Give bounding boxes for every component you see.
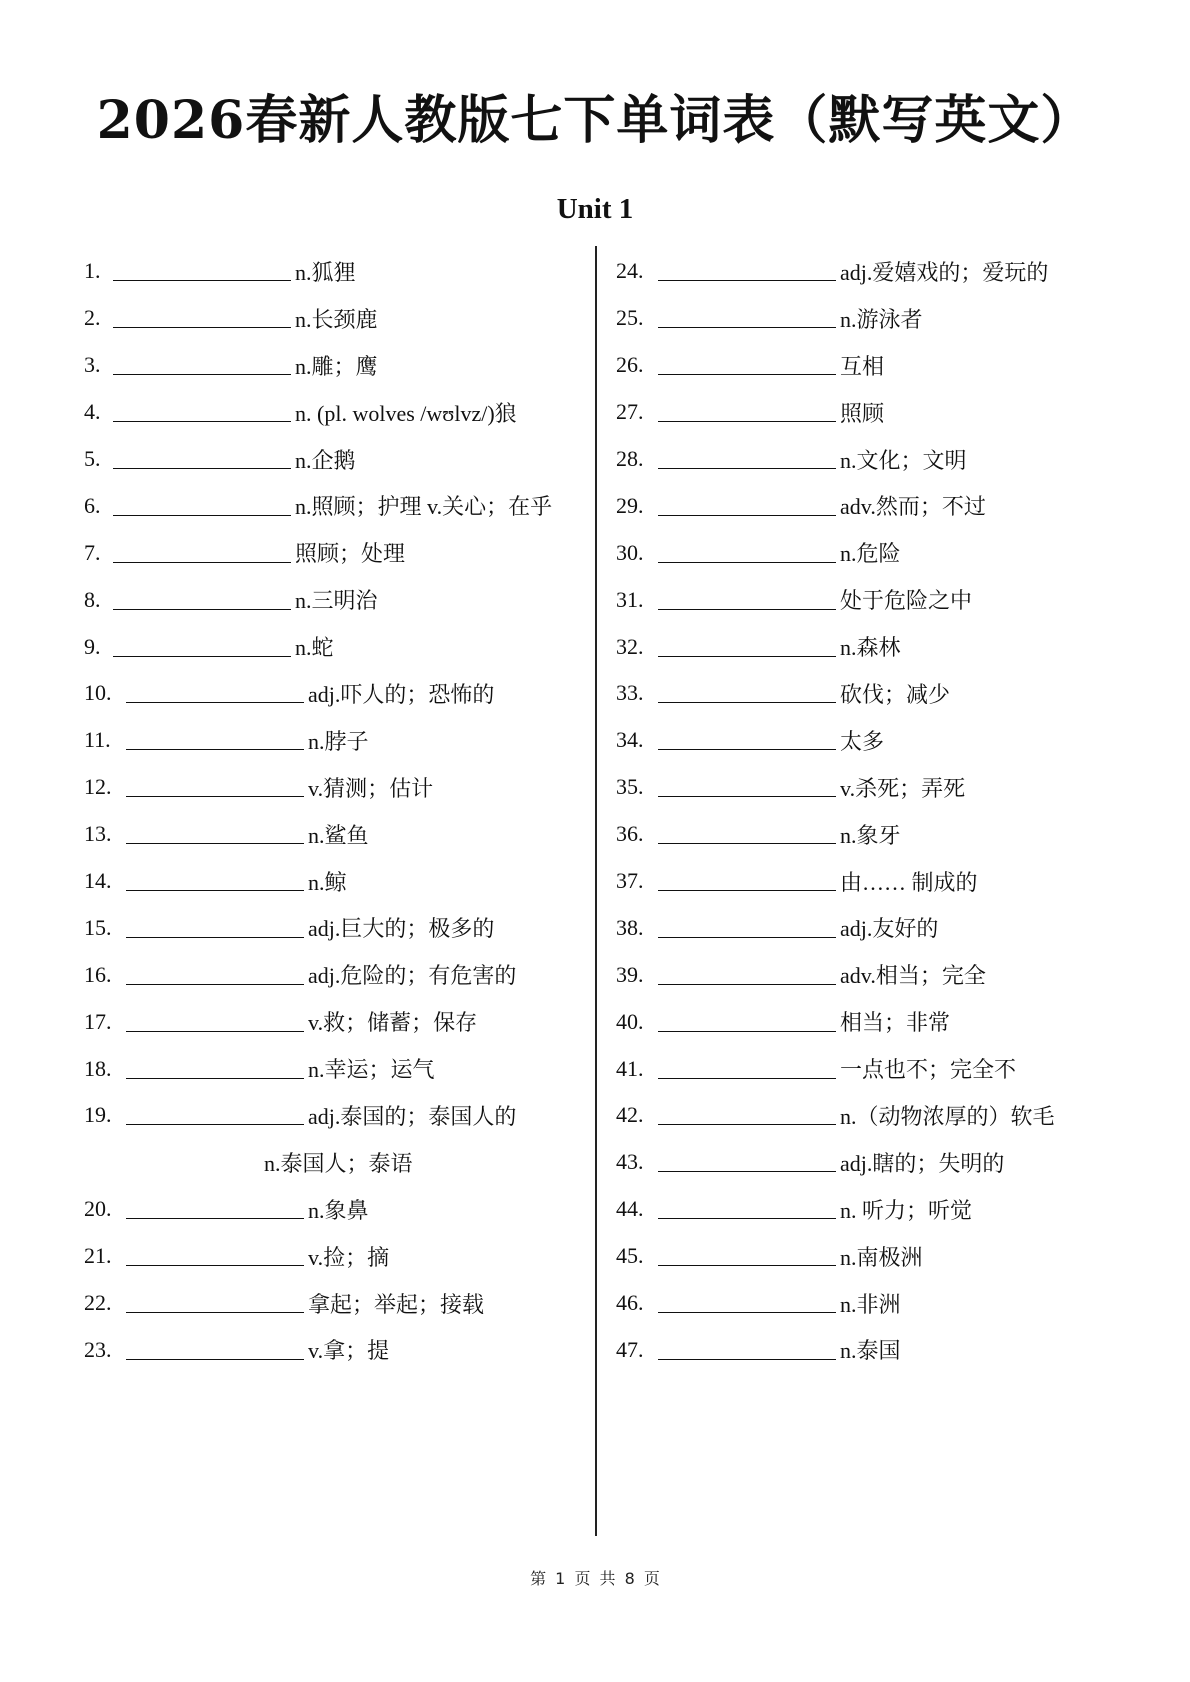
answer-blank[interactable] bbox=[658, 467, 836, 469]
vocab-meaning: v.猜测；估计 bbox=[308, 775, 434, 801]
vocab-row bbox=[84, 717, 574, 764]
vocab-number: 8. bbox=[84, 586, 101, 612]
answer-blank[interactable] bbox=[658, 1030, 836, 1032]
vocab-row bbox=[84, 998, 574, 1045]
answer-blank[interactable] bbox=[113, 655, 291, 657]
vocab-row bbox=[616, 529, 1086, 576]
vocab-meaning: n.泰国 bbox=[840, 1338, 901, 1364]
vocab-row bbox=[84, 342, 574, 389]
column-divider bbox=[595, 246, 597, 1536]
vocab-row bbox=[616, 389, 1086, 436]
vocab-number: 11. bbox=[84, 727, 111, 753]
vocab-meaning: n.鲨鱼 bbox=[308, 822, 369, 848]
vocab-number: 9. bbox=[84, 633, 101, 659]
answer-blank[interactable] bbox=[126, 1264, 304, 1266]
vocab-number: 24. bbox=[616, 258, 644, 284]
vocab-number: 33. bbox=[616, 680, 644, 706]
vocab-row bbox=[616, 811, 1086, 858]
vocab-row bbox=[84, 529, 574, 576]
answer-blank[interactable] bbox=[658, 1077, 836, 1079]
vocab-meaning: 砍伐；减少 bbox=[840, 681, 951, 707]
answer-blank[interactable] bbox=[126, 983, 304, 985]
vocab-row bbox=[84, 858, 574, 905]
answer-blank[interactable] bbox=[126, 795, 304, 797]
vocab-meaning: n.狐狸 bbox=[295, 259, 356, 285]
vocab-number: 3. bbox=[84, 352, 101, 378]
answer-blank[interactable] bbox=[113, 373, 291, 375]
vocab-meaning: n.泰国人；泰语 bbox=[264, 1150, 413, 1176]
vocab-meaning: n.雕；鹰 bbox=[295, 353, 378, 379]
vocab-number: 31. bbox=[616, 586, 644, 612]
answer-blank[interactable] bbox=[113, 561, 291, 563]
vocab-meaning: 太多 bbox=[840, 728, 885, 754]
answer-blank[interactable] bbox=[658, 655, 836, 657]
vocab-meaning: 处于危险之中 bbox=[840, 588, 973, 614]
vocab-number: 10. bbox=[84, 680, 112, 706]
vocab-number: 45. bbox=[616, 1243, 644, 1269]
vocab-row bbox=[84, 811, 574, 858]
answer-blank[interactable] bbox=[126, 936, 304, 938]
answer-blank[interactable] bbox=[113, 608, 291, 610]
left-column bbox=[84, 248, 574, 1373]
vocab-number: 36. bbox=[616, 821, 644, 847]
answer-blank[interactable] bbox=[126, 842, 304, 844]
answer-blank[interactable] bbox=[658, 608, 836, 610]
vocab-number: 37. bbox=[616, 868, 644, 894]
vocab-row bbox=[616, 436, 1086, 483]
vocab-row bbox=[84, 670, 574, 717]
vocab-meaning: 由…… 制成的 bbox=[840, 869, 978, 895]
vocab-number: 32. bbox=[616, 633, 644, 659]
vocab-row bbox=[84, 389, 574, 436]
vocab-row bbox=[616, 295, 1086, 342]
vocab-number: 22. bbox=[84, 1290, 112, 1316]
vocab-number: 2. bbox=[84, 305, 101, 331]
vocab-meaning: adj.巨大的；极多的 bbox=[308, 916, 495, 942]
vocab-row bbox=[616, 951, 1086, 998]
vocab-meaning: n. (pl. wolves /wʊlvz/)狼 bbox=[295, 400, 517, 426]
vocab-meaning: n.长颈鹿 bbox=[295, 306, 378, 332]
page-footer: 第 1 页 共 8 页 bbox=[530, 1569, 660, 1588]
answer-blank[interactable] bbox=[126, 889, 304, 891]
answer-blank[interactable] bbox=[658, 795, 836, 797]
vocab-row bbox=[616, 1139, 1086, 1186]
vocab-row bbox=[84, 1045, 574, 1092]
vocab-number: 23. bbox=[84, 1336, 112, 1362]
vocab-number: 7. bbox=[84, 539, 101, 565]
vocab-number: 4. bbox=[84, 399, 101, 425]
vocab-number: 35. bbox=[616, 774, 644, 800]
vocab-number: 29. bbox=[616, 492, 644, 518]
answer-blank[interactable] bbox=[658, 889, 836, 891]
answer-blank[interactable] bbox=[658, 936, 836, 938]
vocab-meaning: n.企鹅 bbox=[295, 447, 356, 473]
vocab-meaning: n.脖子 bbox=[308, 728, 369, 754]
answer-blank[interactable] bbox=[658, 983, 836, 985]
answer-blank[interactable] bbox=[658, 748, 836, 750]
answer-blank[interactable] bbox=[113, 514, 291, 516]
answer-blank[interactable] bbox=[658, 1264, 836, 1266]
vocab-meaning: adj.友好的 bbox=[840, 916, 939, 942]
vocab-row bbox=[616, 342, 1086, 389]
vocab-row bbox=[84, 951, 574, 998]
answer-blank[interactable] bbox=[126, 701, 304, 703]
vocab-meaning: n.游泳者 bbox=[840, 306, 923, 332]
vocab-number: 21. bbox=[84, 1243, 112, 1269]
vocab-meaning: 相当；非常 bbox=[840, 1010, 951, 1036]
vocab-number: 16. bbox=[84, 961, 112, 987]
vocab-meaning: 互相 bbox=[840, 353, 885, 379]
answer-blank[interactable] bbox=[658, 514, 836, 516]
answer-blank[interactable] bbox=[113, 420, 291, 422]
answer-blank[interactable] bbox=[658, 1311, 836, 1313]
vocab-meaning: n.森林 bbox=[840, 635, 901, 661]
vocab-meaning: n.象牙 bbox=[840, 822, 901, 848]
vocab-number: 15. bbox=[84, 914, 112, 940]
vocab-meaning: 照顾 bbox=[840, 400, 885, 426]
vocab-number: 12. bbox=[84, 774, 112, 800]
answer-blank[interactable] bbox=[113, 326, 291, 328]
vocab-meaning: n.非洲 bbox=[840, 1291, 901, 1317]
vocab-number: 44. bbox=[616, 1196, 644, 1222]
vocab-number: 30. bbox=[616, 539, 644, 565]
vocab-meaning: 照顾；处理 bbox=[295, 541, 406, 567]
vocab-row bbox=[616, 764, 1086, 811]
vocab-meaning: n. 听力；听觉 bbox=[840, 1197, 973, 1223]
vocab-meaning: adj.泰国的；泰国人的 bbox=[308, 1103, 517, 1129]
vocab-meaning: n.南极洲 bbox=[840, 1244, 923, 1270]
answer-blank[interactable] bbox=[658, 373, 836, 375]
answer-blank[interactable] bbox=[126, 1077, 304, 1079]
vocab-meaning: n.（动物浓厚的）软毛 bbox=[840, 1103, 1055, 1129]
answer-blank[interactable] bbox=[658, 1170, 836, 1172]
vocab-row bbox=[84, 1092, 574, 1139]
vocab-number: 47. bbox=[616, 1336, 644, 1362]
vocab-row bbox=[616, 1186, 1086, 1233]
vocab-number: 13. bbox=[84, 821, 112, 847]
vocab-row bbox=[616, 1092, 1086, 1139]
vocab-number: 14. bbox=[84, 868, 112, 894]
answer-blank[interactable] bbox=[658, 842, 836, 844]
vocab-meaning: 拿起；举起；接载 bbox=[308, 1291, 485, 1317]
vocab-meaning: adj.爱嬉戏的；爱玩的 bbox=[840, 259, 1049, 285]
vocab-row bbox=[616, 670, 1086, 717]
vocab-meaning: adj.危险的；有危害的 bbox=[308, 963, 517, 989]
vocab-number: 41. bbox=[616, 1055, 644, 1081]
vocab-row bbox=[84, 482, 574, 529]
answer-blank[interactable] bbox=[113, 279, 291, 281]
vocab-meaning: v.拿；提 bbox=[308, 1338, 390, 1364]
vocab-number: 28. bbox=[616, 446, 644, 471]
vocab-number: 27. bbox=[616, 399, 644, 425]
vocab-number: 6. bbox=[84, 492, 101, 518]
vocab-meaning: n.蛇 bbox=[295, 635, 334, 661]
vocab-row bbox=[616, 623, 1086, 670]
answer-blank[interactable] bbox=[658, 1358, 836, 1360]
vocab-number: 1. bbox=[84, 258, 101, 284]
answer-blank[interactable] bbox=[113, 467, 291, 469]
vocab-row bbox=[616, 1280, 1086, 1327]
vocab-number: 38. bbox=[616, 914, 644, 940]
answer-blank[interactable] bbox=[658, 326, 836, 328]
vocab-number: 39. bbox=[616, 961, 644, 987]
vocab-number: 40. bbox=[616, 1008, 644, 1034]
vocab-meaning: n.鲸 bbox=[308, 869, 347, 895]
answer-blank[interactable] bbox=[658, 701, 836, 703]
answer-blank[interactable] bbox=[126, 1358, 304, 1360]
vocab-row bbox=[84, 1233, 574, 1280]
answer-blank[interactable] bbox=[658, 561, 836, 563]
vocab-number: 46. bbox=[616, 1290, 644, 1316]
vocab-meaning: adv.然而；不过 bbox=[840, 494, 986, 520]
vocab-number: 19. bbox=[84, 1102, 112, 1128]
vocab-row bbox=[84, 436, 574, 483]
vocab-number: 26. bbox=[616, 352, 644, 378]
vocab-meaning: n.幸运；运气 bbox=[308, 1057, 435, 1083]
right-column bbox=[616, 248, 1086, 1373]
vocab-meaning: adv.相当；完全 bbox=[840, 963, 986, 989]
unit-heading: Unit 1 bbox=[556, 193, 634, 225]
vocab-meaning: n.危险 bbox=[840, 541, 901, 567]
vocab-row bbox=[616, 717, 1086, 764]
vocab-meaning: adj.吓人的；恐怖的 bbox=[308, 681, 495, 707]
vocab-meaning: v.捡；摘 bbox=[308, 1244, 390, 1270]
vocab-meaning: v.救；储蓄；保存 bbox=[308, 1010, 478, 1036]
answer-blank[interactable] bbox=[126, 1311, 304, 1313]
page-title: 2026春新人教版七下单词表（默写英文） bbox=[96, 90, 1094, 151]
answer-blank[interactable] bbox=[658, 1217, 836, 1219]
vocab-row bbox=[84, 623, 574, 670]
vocab-number: 18. bbox=[84, 1055, 112, 1081]
vocab-number: 34. bbox=[616, 727, 644, 753]
answer-blank[interactable] bbox=[126, 1217, 304, 1219]
vocab-meaning: n.象鼻 bbox=[308, 1197, 369, 1223]
vocab-row bbox=[84, 1280, 574, 1327]
answer-blank[interactable] bbox=[658, 420, 836, 422]
answer-blank[interactable] bbox=[126, 748, 304, 750]
vocab-row bbox=[616, 1326, 1086, 1373]
vocab-number: 43. bbox=[616, 1149, 644, 1175]
vocab-row bbox=[616, 576, 1086, 623]
vocab-number: 25. bbox=[616, 305, 644, 331]
vocab-meaning: 一点也不；完全不 bbox=[840, 1057, 1017, 1083]
vocab-row bbox=[616, 998, 1086, 1045]
vocab-number: 5. bbox=[84, 446, 101, 471]
vocab-row bbox=[84, 1186, 574, 1233]
vocab-row bbox=[616, 482, 1086, 529]
vocab-row bbox=[84, 576, 574, 623]
vocab-meaning: n.文化；文明 bbox=[840, 447, 967, 473]
vocab-row bbox=[84, 248, 574, 295]
vocab-row bbox=[616, 858, 1086, 905]
vocab-number: 17. bbox=[84, 1008, 112, 1034]
answer-blank[interactable] bbox=[126, 1123, 304, 1125]
vocab-row bbox=[616, 1233, 1086, 1280]
answer-blank[interactable] bbox=[658, 279, 836, 281]
vocab-row bbox=[616, 248, 1086, 295]
vocab-meaning: v.杀死；弄死 bbox=[840, 775, 966, 801]
vocab-row bbox=[84, 295, 574, 342]
vocab-meaning: n.照顾；护理 v.关心；在乎 bbox=[295, 494, 553, 520]
vocab-row bbox=[616, 904, 1086, 951]
vocab-meaning: n.三明治 bbox=[295, 588, 378, 614]
vocab-row bbox=[616, 1045, 1086, 1092]
answer-blank[interactable] bbox=[126, 1030, 304, 1032]
vocab-row bbox=[84, 904, 574, 951]
vocab-row bbox=[84, 1139, 574, 1186]
vocab-row bbox=[84, 764, 574, 811]
vocab-meaning: adj.瞎的；失明的 bbox=[840, 1150, 1005, 1176]
vocab-number: 42. bbox=[616, 1102, 644, 1128]
vocab-number: 20. bbox=[84, 1196, 112, 1222]
vocab-row bbox=[84, 1326, 574, 1373]
answer-blank[interactable] bbox=[658, 1123, 836, 1125]
